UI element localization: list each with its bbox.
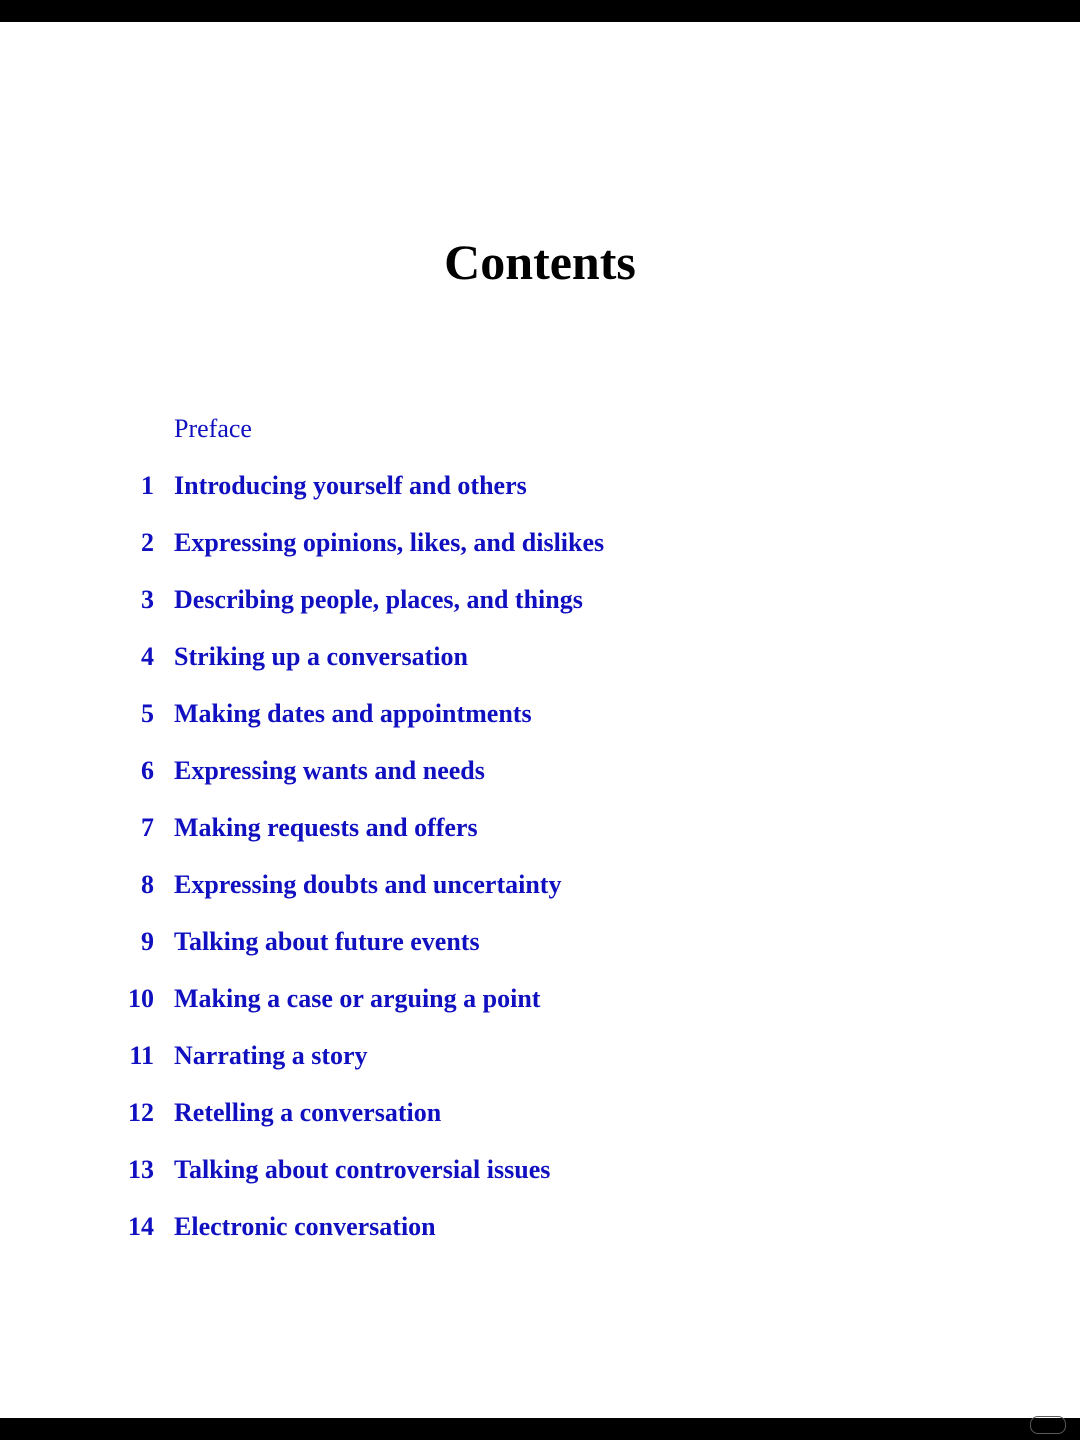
toc-item <box>0 1153 1080 1210</box>
toc-item <box>0 811 1080 868</box>
chapter-number: 1 <box>141 471 154 500</box>
page-title: Contents <box>444 234 636 290</box>
chapter-link[interactable]: Expressing wants and needs <box>174 756 485 785</box>
chapter-number: 10 <box>128 984 154 1013</box>
toc-item <box>0 697 1080 754</box>
chapter-link[interactable]: Making a case or arguing a point <box>174 984 541 1013</box>
chapter-link[interactable]: Describing people, places, and things <box>174 585 583 614</box>
toc-item <box>0 640 1080 697</box>
document-page <box>0 22 1080 1418</box>
toc-item <box>0 1096 1080 1153</box>
toc-item <box>0 925 1080 982</box>
chapter-number: 14 <box>128 1212 154 1241</box>
chapter-number: 8 <box>141 870 154 899</box>
chapter-link[interactable]: Narrating a story <box>174 1041 368 1070</box>
chapter-number: 5 <box>141 699 154 728</box>
chapter-link[interactable]: Expressing doubts and uncertainty <box>174 870 562 899</box>
chapter-link[interactable]: Striking up a conversation <box>174 642 468 671</box>
watermark-badge <box>1030 1416 1066 1434</box>
chapter-link[interactable]: Introducing yourself and others <box>174 471 527 500</box>
chapter-number: 6 <box>141 756 154 785</box>
toc-item <box>0 982 1080 1039</box>
toc-item <box>0 469 1080 526</box>
chapter-number: 9 <box>141 927 154 956</box>
chapter-link[interactable]: Talking about future events <box>174 927 480 956</box>
chapter-number: 13 <box>128 1155 154 1184</box>
chapter-link[interactable]: Retelling a conversation <box>174 1098 442 1127</box>
toc-item <box>0 1039 1080 1096</box>
toc-item <box>0 1210 1080 1267</box>
chapter-link[interactable]: Making dates and appointments <box>174 699 532 728</box>
toc-item <box>0 754 1080 811</box>
chapter-number: 2 <box>141 528 154 557</box>
table-of-contents <box>0 412 1080 1267</box>
toc-link-preface[interactable]: Preface <box>174 414 252 443</box>
toc-item <box>0 868 1080 925</box>
chapter-number: 11 <box>129 1041 154 1070</box>
chapter-number: 7 <box>141 813 154 842</box>
chapter-link[interactable]: Expressing opinions, likes, and dislikes <box>174 528 605 557</box>
chapter-link[interactable]: Making requests and offers <box>174 813 478 842</box>
toc-item <box>0 583 1080 640</box>
chapter-link[interactable]: Electronic conversation <box>174 1212 436 1241</box>
toc-item-preface <box>0 412 1080 469</box>
chapter-number: 4 <box>141 642 154 671</box>
toc-item <box>0 526 1080 583</box>
chapter-number: 12 <box>128 1098 154 1127</box>
chapter-link[interactable]: Talking about controversial issues <box>174 1155 551 1184</box>
chapter-number: 3 <box>141 585 154 614</box>
